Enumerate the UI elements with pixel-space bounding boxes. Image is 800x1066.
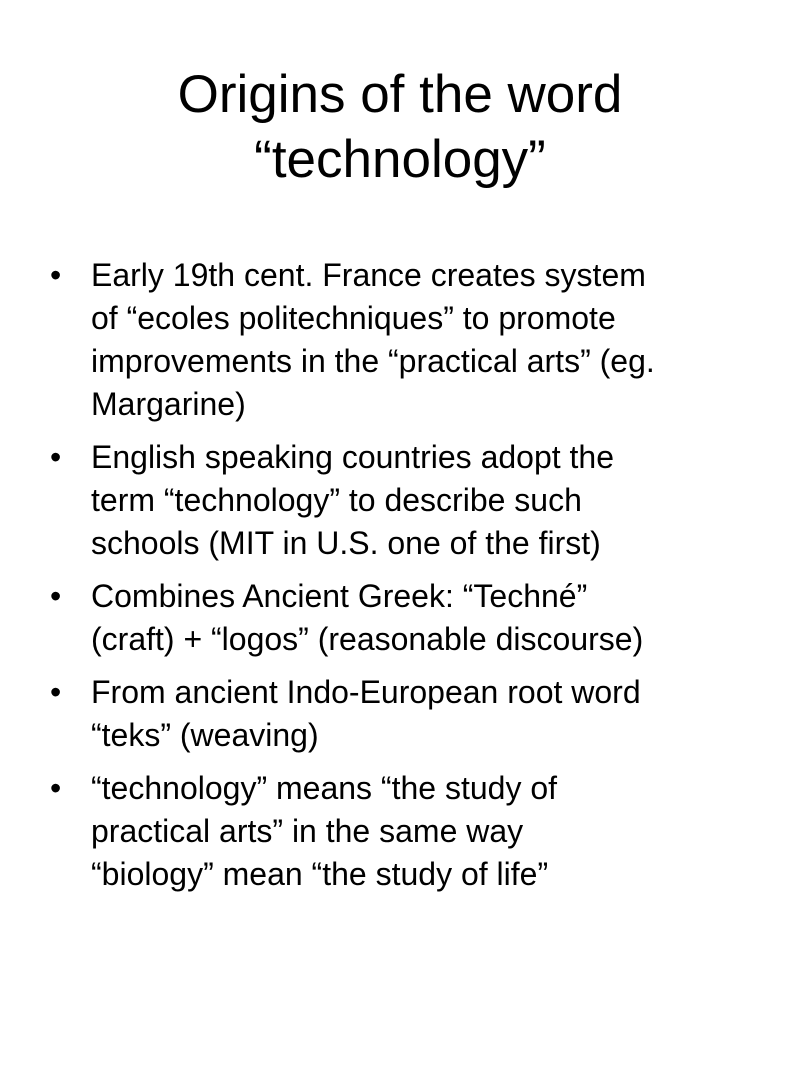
bullet-text-line: improvements in the “practical arts” (eg. <box>91 343 655 379</box>
bullet-text-line: Margarine) <box>91 386 246 422</box>
bullet-text-line: “biology” mean “the study of life” <box>91 856 549 892</box>
bullet-marker: • <box>50 439 62 475</box>
bullet-text-line: schools (MIT in U.S. one of the first) <box>91 525 601 561</box>
bullet-text-line: term “technology” to describe such <box>91 482 582 518</box>
bullet-item <box>48 436 768 565</box>
bullet-marker: • <box>50 257 62 293</box>
bullet-text-line: Early 19th cent. France creates system <box>91 257 646 293</box>
bullet-marker: • <box>50 578 62 614</box>
bullet-text-line: “teks” (weaving) <box>91 717 319 753</box>
bullet-marker: • <box>50 674 62 710</box>
bullet-text-line: From ancient Indo-European root word <box>91 674 641 710</box>
bullet-item <box>48 575 768 661</box>
bullet-item <box>48 767 768 896</box>
bullet-list <box>48 254 768 906</box>
bullet-text-line: of “ecoles politechniques” to promote <box>91 300 616 336</box>
bullet-text-line: Combines Ancient Greek: “Techné” <box>91 578 588 614</box>
slide-title <box>40 62 760 192</box>
bullet-text-line: English speaking countries adopt the <box>91 439 615 475</box>
bullet-marker: • <box>50 770 62 806</box>
bullet-text-line: “technology” means “the study of <box>91 770 558 806</box>
slide-title-line: Origins of the word <box>177 65 623 124</box>
bullet-text-line: (craft) + “logos” (reasonable discourse) <box>91 621 644 657</box>
bullet-text-line: practical arts” in the same way <box>91 813 524 849</box>
bullet-item <box>48 254 768 426</box>
slide-title-line: “technology” <box>254 130 546 189</box>
bullet-item <box>48 671 768 757</box>
